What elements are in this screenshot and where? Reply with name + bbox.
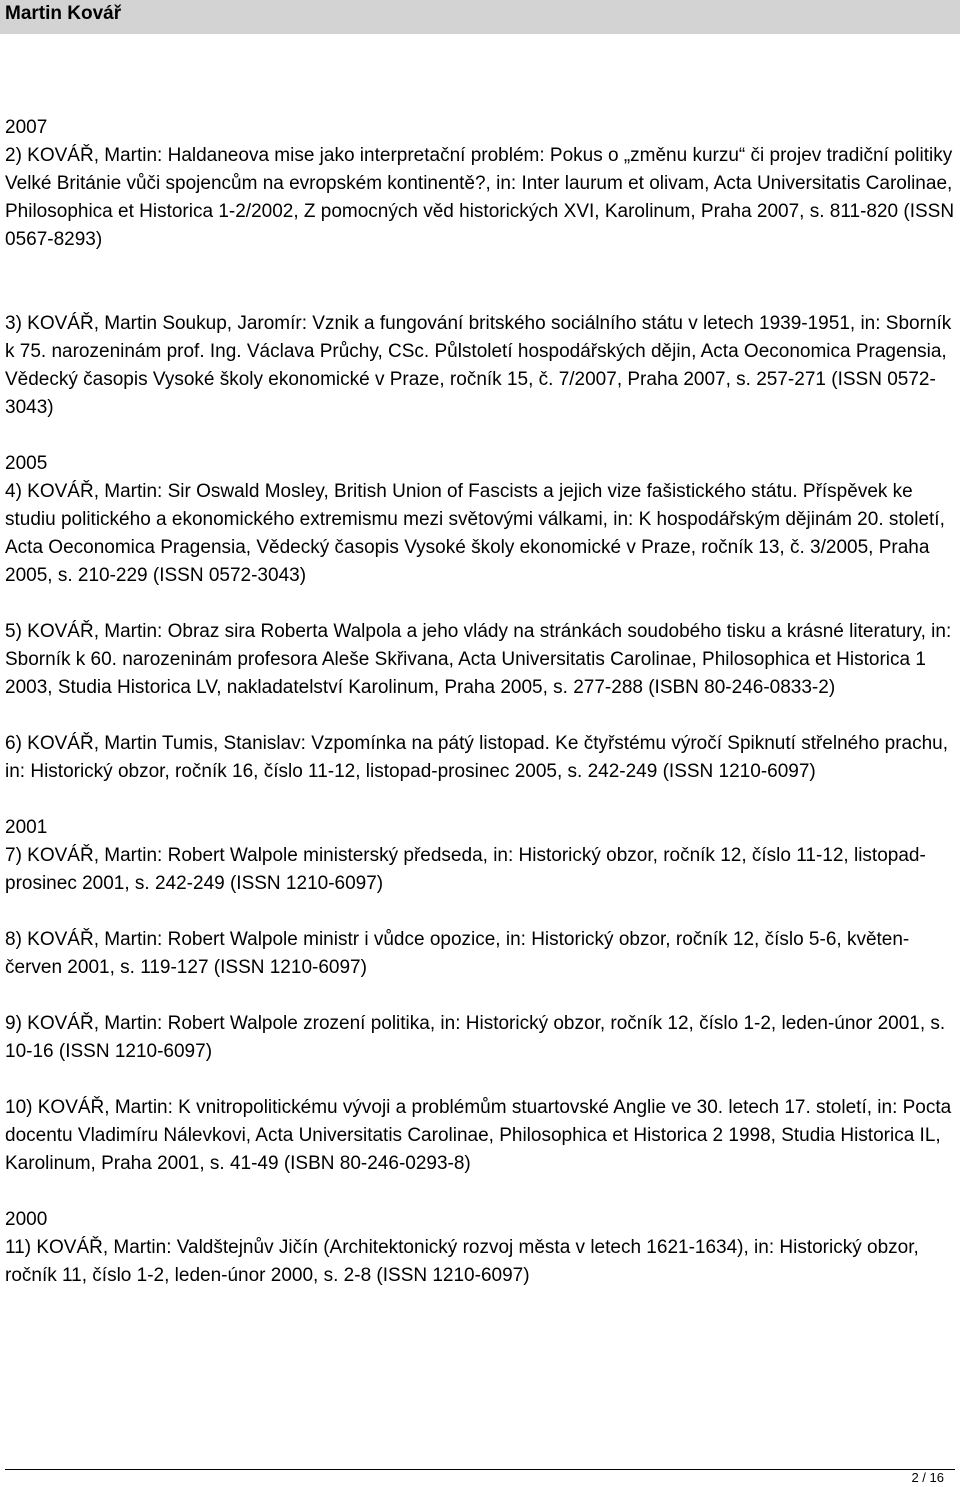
spacer: [5, 254, 957, 310]
publication-entry: 9) KOVÁŘ, Martin: Robert Walpole zrození politika, in: Historický obzor, ročník 12, číslo 1-2, leden-únor 2001, s. 10-16 (ISSN 1210-6097): [5, 1013, 946, 1062]
footer-divider: [5, 1469, 955, 1470]
spacer: [5, 590, 957, 618]
year-heading: 2000: [5, 1209, 48, 1230]
year-heading: 2005: [5, 453, 48, 474]
publication-entry: 4) KOVÁŘ, Martin: Sir Oswald Mosley, British Union of Fascists a jejich vize fašistického státu. Příspěvek ke studiu politického a ekonomického extremismu mezi světovými válkami, in: K hospodářským dějinám 20. století, Acta Oeconomica Pragensia, Vědecký časopis Vysoké školy ekonomické v Praze, ročník 13, č. 3/2005, Praha 2005, s. 210-229 (ISSN 0572-3043): [5, 481, 945, 586]
publication-entry: 7) KOVÁŘ, Martin: Robert Walpole ministerský předseda, in: Historický obzor, ročník 12, číslo 11-12, listopad-prosinec 2001, s. 242-249 (ISSN 1210-6097): [5, 845, 926, 894]
page-number: 2 / 16: [911, 1470, 944, 1485]
publication-entry: 6) KOVÁŘ, Martin Tumis, Stanislav: Vzpomínka na pátý listopad. Ke čtyřstému výročí Spiknutí střelného prachu, in: Historický obzor, ročník 16, číslo 11-12, listopad-prosinec 2005, s. 242-249 (ISSN 1210-6097): [5, 733, 949, 782]
publication-list: [5, 114, 957, 1290]
spacer: [5, 786, 957, 814]
spacer: [5, 422, 957, 450]
year-heading: 2001: [5, 817, 48, 838]
spacer: [5, 982, 957, 1010]
spacer: [5, 898, 957, 926]
spacer: [5, 702, 957, 730]
spacer: [5, 1178, 957, 1206]
publication-entry: 10) KOVÁŘ, Martin: K vnitropolitickému vývoji a problémům stuartovské Anglie ve 30. letech 17. století, in: Pocta docentu Vladimíru Nálevkovi, Acta Universitatis Carolinae, Philosophica et Historica 2 1998, Studia Historica IL, Karolinum, Praha 2001, s. 41-49 (ISBN 80-246-0293-8): [5, 1097, 952, 1174]
year-heading: 2007: [5, 117, 48, 138]
publication-entry: 11) KOVÁŘ, Martin: Valdštejnův Jičín (Architektonický rozvoj města v letech 1621-1634), in: Historický obzor, ročník 11, číslo 1-2, leden-únor 2000, s. 2-8 (ISSN 1210-6097): [5, 1237, 919, 1286]
publication-entry: 2) KOVÁŘ, Martin: Haldaneova mise jako interpretační problém: Pokus o „změnu kurzu“ či projev tradiční politiky Velké Británie vůči spojencům na evropském kontinentě?, in: Inter laurum et olivam, Acta Universitatis Carolinae, Philosophica et Historica 1-2/2002, Z pomocných věd historických XVI, Karolinum, Praha 2007, s. 811-820 (ISSN 0567-8293): [5, 145, 955, 250]
spacer: [5, 1066, 957, 1094]
page-header: [0, 0, 960, 34]
publication-entry: 8) KOVÁŘ, Martin: Robert Walpole ministr i vůdce opozice, in: Historický obzor, ročník 12, číslo 5-6, květen-červen 2001, s. 119-127 (ISSN 1210-6097): [5, 929, 910, 978]
publication-entry: 3) KOVÁŘ, Martin Soukup, Jaromír: Vznik a fungování britského sociálního státu v letech 1939-1951, in: Sborník k 75. narozeninám prof. Ing. Václava Průchy, CSc. Půlstoletí hospodářských dějin, Acta Oeconomica Pragensia, Vědecký časopis Vysoké školy ekonomické v Praze, ročník 15, č. 7/2007, Praha 2007, s. 257-271 (ISSN 0572-3043): [5, 313, 952, 418]
document-title: Martin Kovář: [5, 3, 122, 24]
publication-entry: 5) KOVÁŘ, Martin: Obraz sira Roberta Walpola a jeho vlády na stránkách soudobého tisku a krásné literatury, in: Sborník k 60. narozeninám profesora Aleše Skřivana, Acta Universitatis Carolinae, Philosophica et Historica 1 2003, Studia Historica LV, nakladatelství Karolinum, Praha 2005, s. 277-288 (ISBN 80-246-0833-2): [5, 621, 952, 698]
